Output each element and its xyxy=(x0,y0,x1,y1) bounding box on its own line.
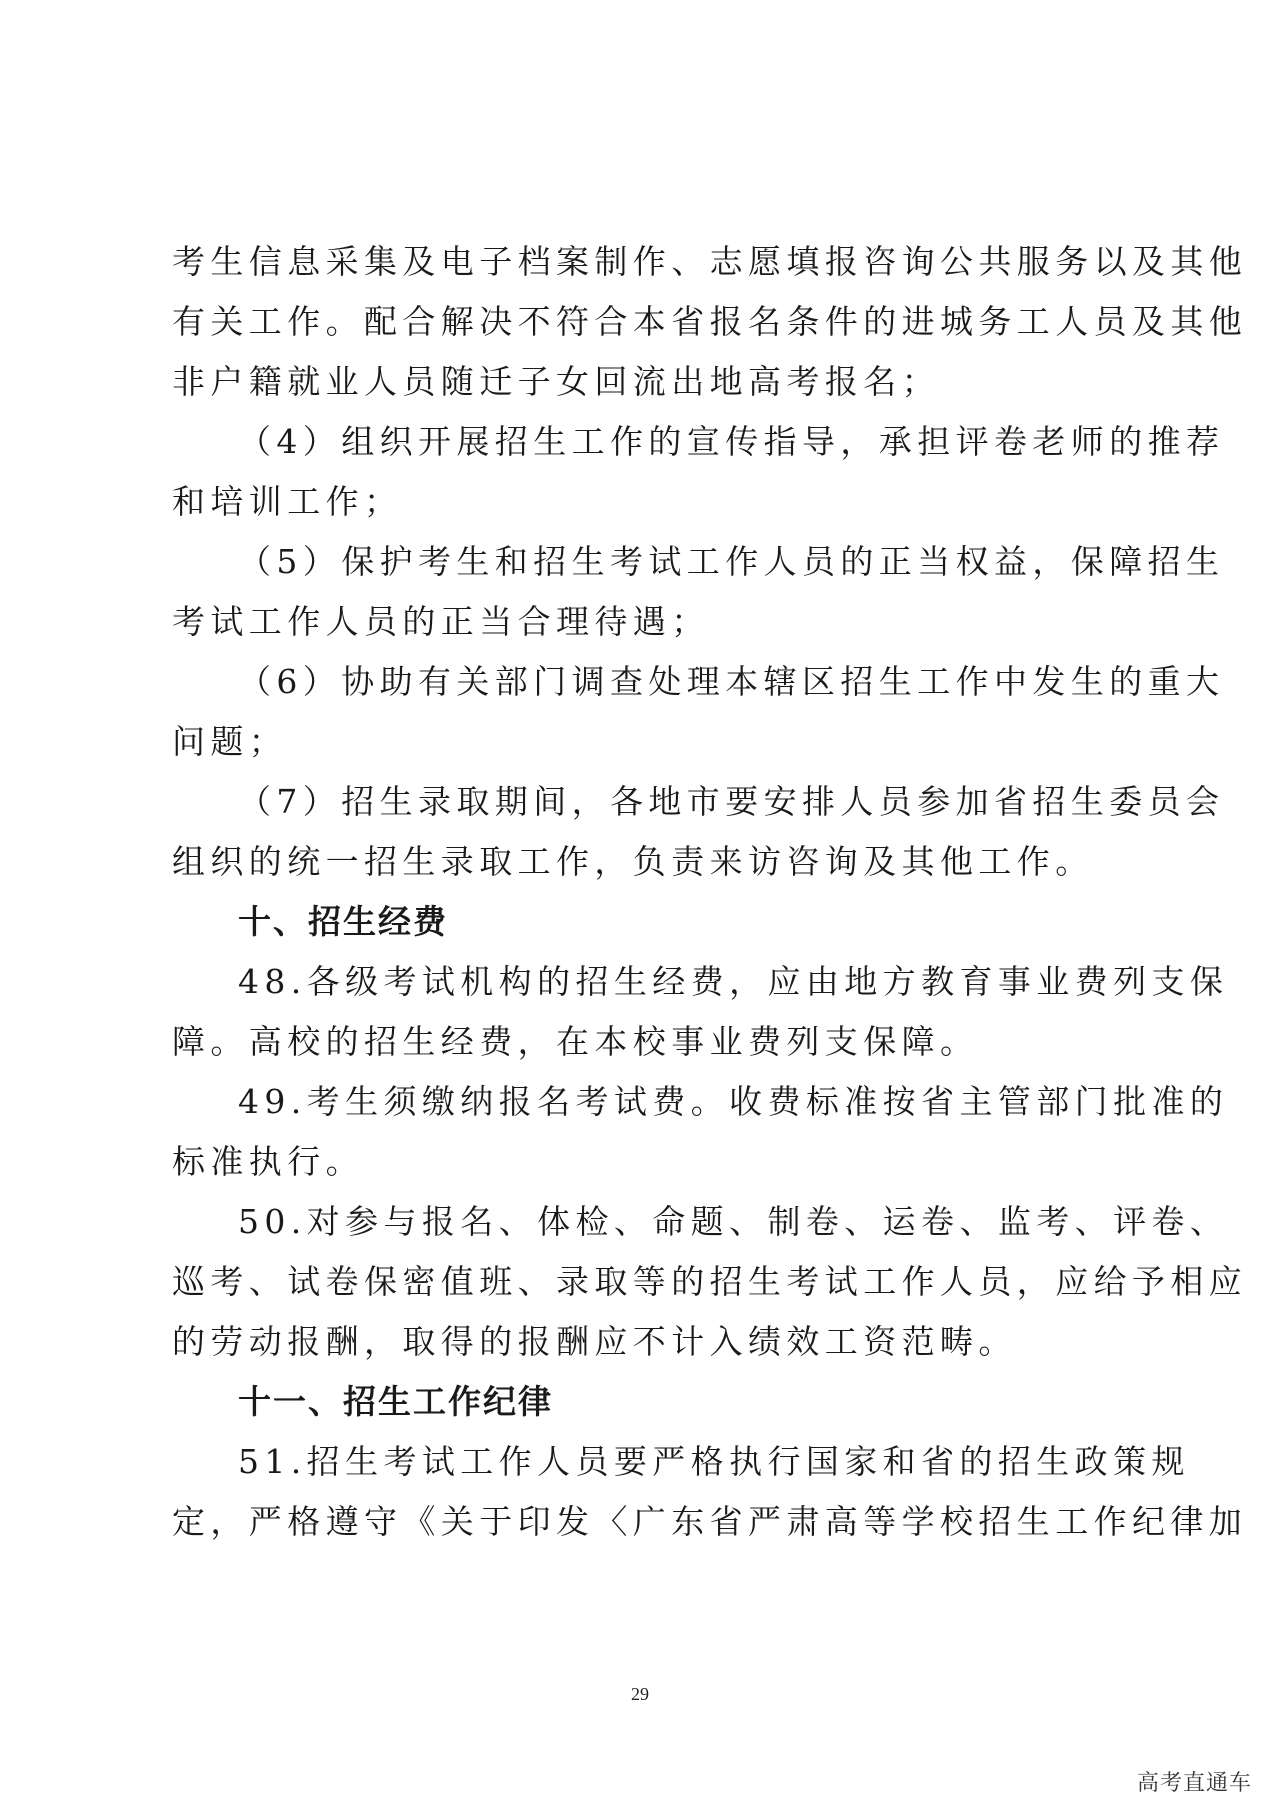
text-line: 有关工作。配合解决不符合本省报名条件的进城务工人员及其他 xyxy=(172,302,1248,341)
text-line: 巡考、试卷保密值班、录取等的招生考试工作人员，应给予相应 xyxy=(172,1262,1248,1301)
document-body xyxy=(172,232,1248,1552)
text-line: 标准执行。 xyxy=(172,1142,364,1181)
text-line: （5）保护考生和招生考试工作人员的正当权益，保障招生 xyxy=(238,542,1225,581)
text-line: 和培训工作； xyxy=(172,482,403,521)
text-line: 考生信息采集及电子档案制作、志愿填报咨询公共服务以及其他 xyxy=(172,242,1248,281)
text-line: 考试工作人员的正当合理待遇； xyxy=(172,602,710,641)
text-line: 障。高校的招生经费，在本校事业费列支保障。 xyxy=(172,1022,979,1061)
text-line: 49.考生须缴纳报名考试费。收费标准按省主管部门批准的 xyxy=(238,1082,1229,1121)
text-line: 48.各级考试机构的招生经费，应由地方教育事业费列支保 xyxy=(238,962,1229,1001)
section-heading: 十、招生经费 xyxy=(238,902,448,941)
page-number: 29 xyxy=(631,1684,649,1704)
section-heading: 十一、招生工作纪律 xyxy=(238,1382,553,1421)
text-line: （4）组织开展招生工作的宣传指导，承担评卷老师的推荐 xyxy=(238,422,1225,461)
text-line: （6）协助有关部门调查处理本辖区招生工作中发生的重大 xyxy=(238,662,1225,701)
text-line: 定，严格遵守《关于印发〈广东省严肃高等学校招生工作纪律加 xyxy=(172,1502,1248,1541)
text-line: 组织的统一招生录取工作，负责来访咨询及其他工作。 xyxy=(172,842,1094,881)
watermark-text: 高考直通车 xyxy=(1136,1771,1252,1796)
text-line: 非户籍就业人员随迁子女回流出地高考报名； xyxy=(172,362,940,401)
text-line: （7）招生录取期间，各地市要安排人员参加省招生委员会 xyxy=(238,782,1225,821)
text-line: 问题； xyxy=(172,722,288,761)
text-line: 51.招生考试工作人员要严格执行国家和省的招生政策规 xyxy=(238,1442,1190,1481)
text-line: 50.对参与报名、体检、命题、制卷、运卷、监考、评卷、 xyxy=(238,1202,1229,1241)
text-line: 的劳动报酬，取得的报酬应不计入绩效工资范畴。 xyxy=(172,1322,1017,1361)
